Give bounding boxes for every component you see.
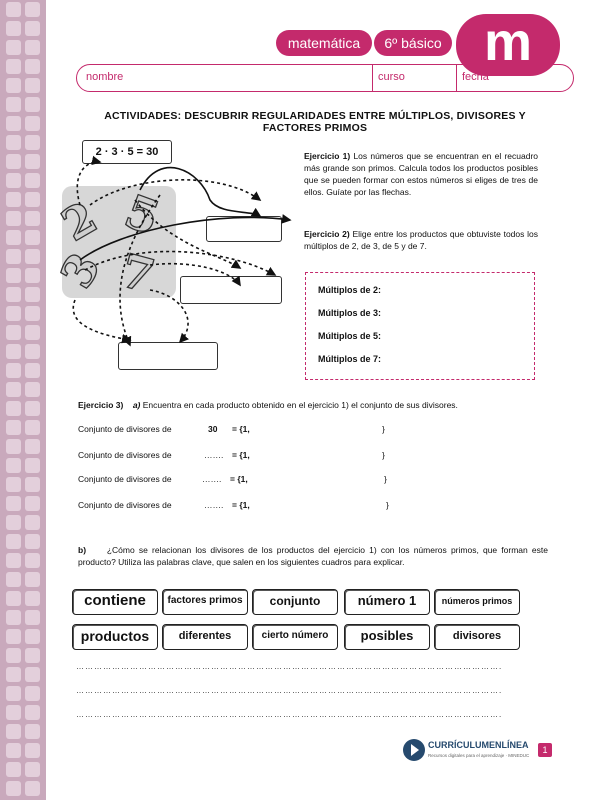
exercise-1-text: [304, 150, 538, 198]
divisor-row-set-open: = {1,: [232, 500, 250, 510]
keyword-card[interactable]: diferentes: [162, 624, 248, 650]
multiples-of-7-label: Múltiplos de 7:: [318, 354, 381, 364]
divisor-row-set-close: }: [384, 474, 387, 484]
divisor-row-set-open: = {1,: [232, 424, 250, 434]
logo-m: m: [456, 14, 560, 76]
divisor-row-prefix: Conjunto de divisores de: [78, 424, 172, 434]
exercise-2-label: Ejercicio 2): [304, 229, 350, 239]
page-number: 1: [538, 743, 552, 757]
answer-line[interactable]: …………………………………………………………………………………………………………………………….: [76, 686, 503, 695]
name-field-label[interactable]: nombre: [86, 71, 124, 83]
part-a-text: Encuentra en cada producto obtenido en el ejercicio 1) el conjunto de sus divisores.: [142, 400, 458, 410]
divisor-row-set-close: }: [382, 424, 385, 434]
keyword-card[interactable]: contiene: [72, 589, 158, 615]
prime-digit-7: 7: [115, 243, 161, 304]
exercise-2-body: Elige entre los productos que obtuviste todos los múltiplos de 2, de 3, de 5 y de 7.: [304, 229, 538, 251]
info-divider: [372, 64, 373, 92]
divisor-row-prefix: Conjunto de divisores de: [78, 500, 172, 510]
prime-digit-2: 2: [53, 192, 106, 252]
formula-box: 2 · 3 · 5 = 30: [82, 140, 172, 164]
course-field-label[interactable]: curso: [378, 71, 405, 83]
answer-line[interactable]: …………………………………………………………………………………………………………………………….: [76, 662, 503, 671]
part-a-label: a): [132, 400, 141, 410]
footer-subtitle: Recursos digitales para el aprendizaje · MINEDUC: [428, 753, 530, 758]
exercise-3-label: Ejercicio 3): [78, 400, 124, 410]
student-info-bar: [76, 64, 574, 92]
part-b-label: b): [78, 545, 87, 555]
exercise-2-text: [304, 228, 538, 252]
subject-pill: matemática: [276, 30, 372, 56]
prime-digit-3: 3: [51, 244, 111, 297]
keyword-card[interactable]: cierto número: [252, 624, 338, 650]
exercise-3-heading: [78, 400, 458, 410]
exercise-1-body: Los números que se encuentran en el recuadro más grande son primos. Calcula todos los productos posibles que se pueden formar con estos números si eliges de tres de ellos. Guíate por las flechas.: [304, 151, 538, 197]
keyword-card[interactable]: número 1: [344, 589, 430, 615]
diagram-arrows: [60, 150, 300, 370]
keyword-card[interactable]: factores primos: [162, 589, 248, 615]
prime-digit-5: 5: [117, 183, 167, 246]
divisor-row-value[interactable]: …….: [204, 500, 224, 510]
curriculum-logo-icon: [402, 738, 426, 762]
exercise-1-label: Ejercicio 1): [304, 151, 351, 161]
keyword-card[interactable]: divisores: [434, 624, 520, 650]
divisor-row-prefix: Conjunto de divisores de: [78, 450, 172, 460]
footer-brand: CURRÍCULUMENLÍNEA: [428, 740, 529, 750]
grade-pill: 6º básico: [374, 30, 452, 56]
page-title: ACTIVIDADES: DESCUBRIR REGULARIDADES ENTRE MÚLTIPLOS, DIVISORES Y FACTORES PRIMOS: [104, 110, 526, 134]
keyword-card[interactable]: conjunto: [252, 589, 338, 615]
divisor-row-set-close: }: [382, 450, 385, 460]
part-b-text: [78, 544, 548, 568]
keyword-card[interactable]: productos: [72, 624, 158, 650]
multiples-of-3-label: Múltiplos de 3:: [318, 308, 381, 318]
keyword-card[interactable]: números primos: [434, 589, 520, 615]
multiples-of-2-label: Múltiplos de 2:: [318, 285, 381, 295]
keyword-card[interactable]: posibles: [344, 624, 430, 650]
divisor-row-prefix: Conjunto de divisores de: [78, 474, 172, 484]
strip-pattern: [4, 0, 42, 800]
part-b-body: ¿Cómo se relacionan los divisores de los productos del ejercicio 1) con los números primos, que forman este producto? Utiliza las palabras clave, que salen en los siguientes cuadros para explicar.: [78, 545, 548, 567]
divisor-row-set-close: }: [386, 500, 389, 510]
divisor-row-value[interactable]: 30: [208, 424, 218, 434]
info-divider: [456, 64, 457, 92]
multiples-of-5-label: Múltiplos de 5:: [318, 331, 381, 341]
divisor-row-value[interactable]: …….: [204, 450, 224, 460]
divisor-row: [78, 424, 172, 434]
divisor-row-set-open: = {1,: [232, 450, 250, 460]
multiples-answer-box[interactable]: [305, 272, 535, 380]
divisor-row-value[interactable]: …….: [202, 474, 222, 484]
date-field-label[interactable]: fecha: [462, 71, 489, 83]
divisor-row-set-open: = {1,: [230, 474, 248, 484]
answer-line[interactable]: …………………………………………………………………………………………………………………………….: [76, 710, 503, 719]
